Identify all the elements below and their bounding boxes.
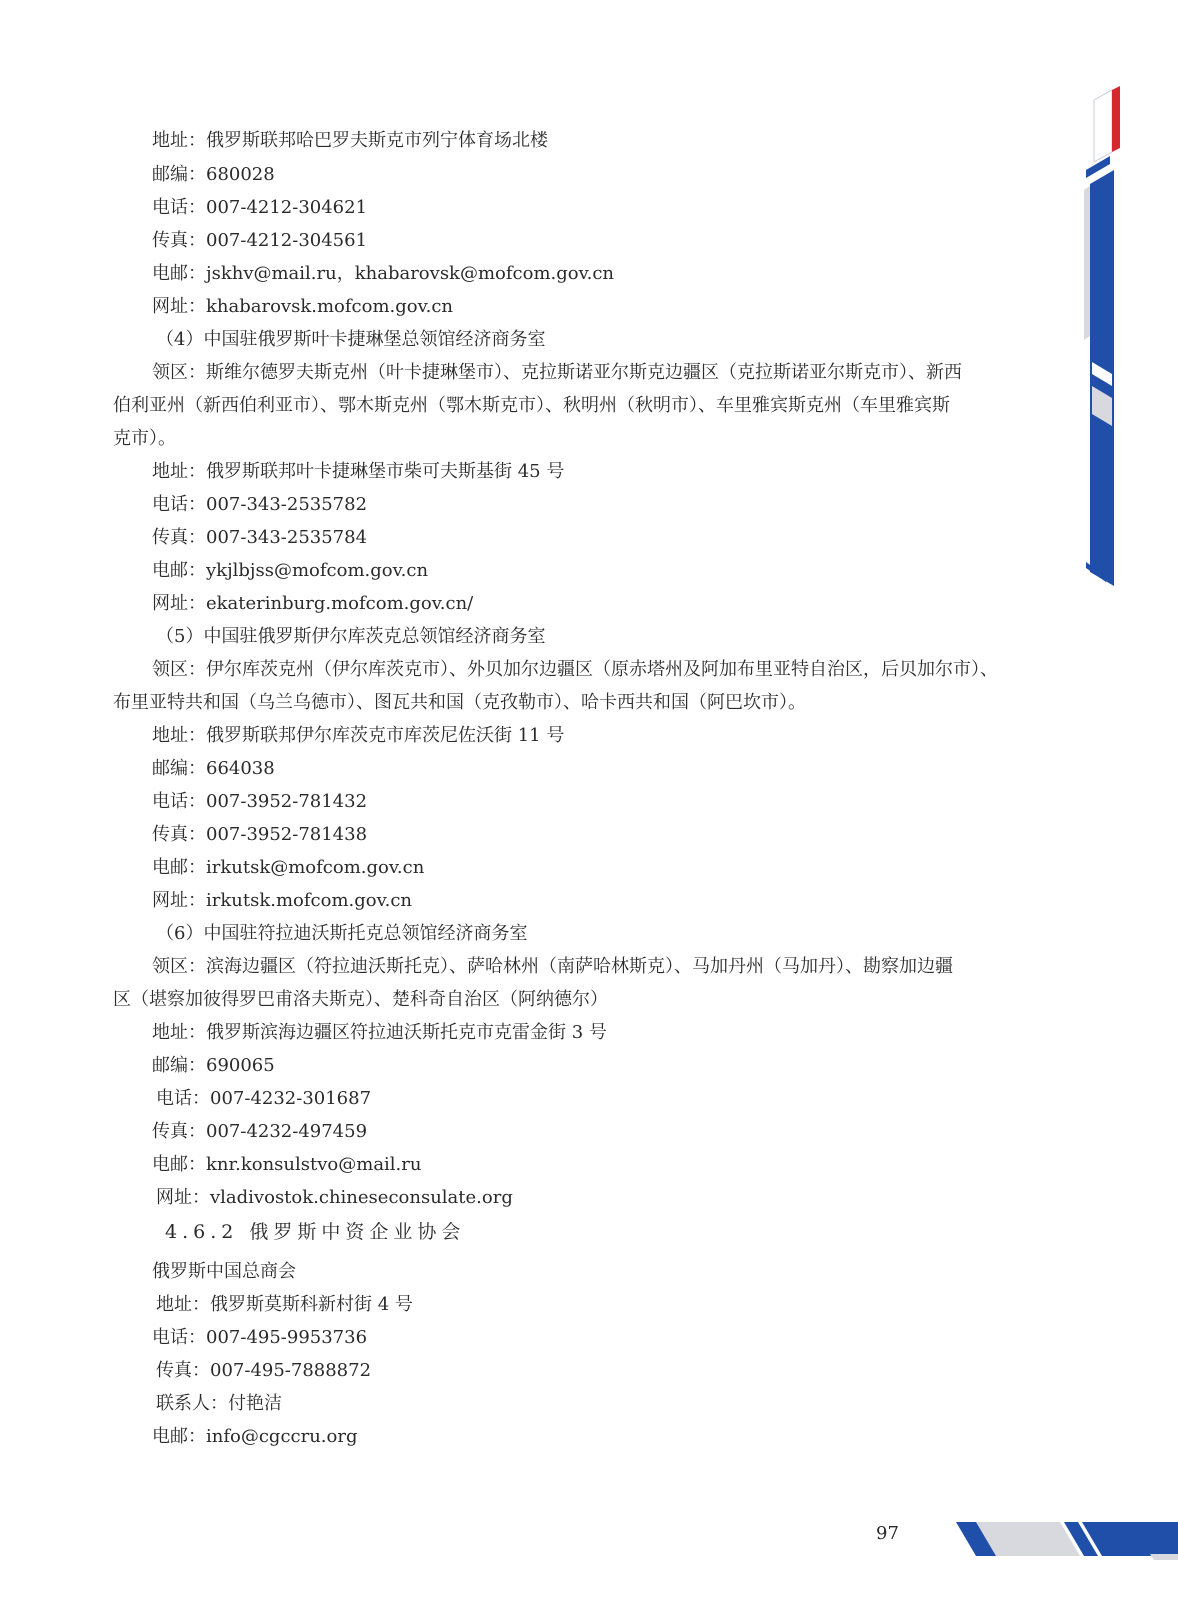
- vladivostok-district-line-2: 区（堪察加彼得罗巴甫洛夫斯克）、楚科奇自治区（阿纳德尔）: [113, 989, 608, 1010]
- section-heading: 4.6.2 俄罗斯中资企业协会: [165, 1221, 466, 1243]
- irkutsk-phone: 电话：007-3952-781432: [152, 791, 368, 812]
- corner-stripe-decoration: [950, 1522, 1178, 1560]
- yekaterinburg-web: 网址：ekaterinburg.mofcom.gov.cn/: [152, 593, 474, 614]
- irkutsk-district-line-1: 领区：伊尔库茨克州（伊尔库茨克市）、外贝加尔边疆区（原赤塔州及阿加布里亚特自治区，后贝加尔市）、: [152, 659, 998, 680]
- irkutsk-postcode: 邮编：664038: [152, 758, 275, 779]
- yekaterinburg-phone: 电话：007-343-2535782: [152, 494, 368, 515]
- vladivostok-postcode: 邮编：690065: [152, 1055, 275, 1076]
- vladivostok-district-line-1: 领区：滨海边疆区（符拉迪沃斯托克）、萨哈林州（南萨哈林斯克）、马加丹州（马加丹）、勘察加边疆: [152, 956, 953, 977]
- khabarovsk-address: 地址：俄罗斯联邦哈巴罗夫斯克市列宁体育场北楼: [152, 130, 548, 151]
- association-email: 电邮：info@cgccru.org: [152, 1426, 358, 1447]
- association-contact: 联系人：付艳洁: [156, 1393, 282, 1414]
- association-name: 俄罗斯中国总商会: [152, 1261, 296, 1282]
- yekaterinburg-title: （4）中国驻俄罗斯叶卡捷琳堡总领馆经济商务室: [156, 329, 546, 350]
- khabarovsk-email: 电邮：jskhv@mail.ru，khabarovsk@mofcom.gov.cn: [152, 263, 615, 284]
- yekaterinburg-district-line-3: 克市）。: [113, 428, 176, 449]
- khabarovsk-fax: 传真：007-4212-304561: [152, 230, 368, 251]
- khabarovsk-phone: 电话：007-4212-304621: [152, 197, 368, 218]
- irkutsk-email: 电邮：irkutsk@mofcom.gov.cn: [152, 857, 425, 878]
- irkutsk-fax: 传真：007-3952-781438: [152, 824, 368, 845]
- irkutsk-web: 网址：irkutsk.mofcom.gov.cn: [152, 890, 413, 911]
- irkutsk-address: 地址：俄罗斯联邦伊尔库茨克市库茨尼佐沃街 11 号: [152, 725, 565, 746]
- vladivostok-fax: 传真：007-4232-497459: [152, 1121, 368, 1142]
- vladivostok-title: （6）中国驻符拉迪沃斯托克总领馆经济商务室: [156, 923, 528, 944]
- yekaterinburg-fax: 传真：007-343-2535784: [152, 527, 368, 548]
- vladivostok-web: 网址：vladivostok.chineseconsulate.org: [156, 1187, 513, 1208]
- yekaterinburg-email: 电邮：ykjlbjss@mofcom.gov.cn: [152, 560, 429, 581]
- association-address: 地址：俄罗斯莫斯科新村街 4 号: [156, 1294, 413, 1315]
- association-phone: 电话：007-495-9953736: [152, 1327, 368, 1348]
- vladivostok-address: 地址：俄罗斯滨海边疆区符拉迪沃斯托克市克雷金街 3 号: [152, 1022, 607, 1043]
- flag-stripe-decoration: [1082, 86, 1128, 596]
- yekaterinburg-district-line-1: 领区：斯维尔德罗夫斯克州（叶卡捷琳堡市）、克拉斯诺亚尔斯克边疆区（克拉斯诺亚尔斯克市）、新西: [152, 362, 962, 383]
- vladivostok-email: 电邮：knr.konsulstvo@mail.ru: [152, 1154, 422, 1175]
- vladivostok-phone: 电话：007-4232-301687: [156, 1088, 372, 1109]
- association-fax: 传真：007-495-7888872: [156, 1360, 372, 1381]
- irkutsk-district-line-2: 布里亚特共和国（乌兰乌德市）、图瓦共和国（克孜勒市）、哈卡西共和国（阿巴坎市）。: [113, 692, 806, 713]
- yekaterinburg-address: 地址：俄罗斯联邦叶卡捷琳堡市柴可夫斯基街 45 号: [152, 461, 565, 482]
- yekaterinburg-district-line-2: 伯利亚州（新西伯利亚市）、鄂木斯克州（鄂木斯克市）、秋明州（秋明市）、车里雅宾斯克州（车里雅宾斯: [113, 395, 950, 416]
- irkutsk-title: （5）中国驻俄罗斯伊尔库茨克总领馆经济商务室: [156, 626, 546, 647]
- page-number: 97: [876, 1523, 899, 1544]
- khabarovsk-postcode: 邮编：680028: [152, 164, 275, 185]
- khabarovsk-web: 网址：khabarovsk.mofcom.gov.cn: [152, 296, 454, 317]
